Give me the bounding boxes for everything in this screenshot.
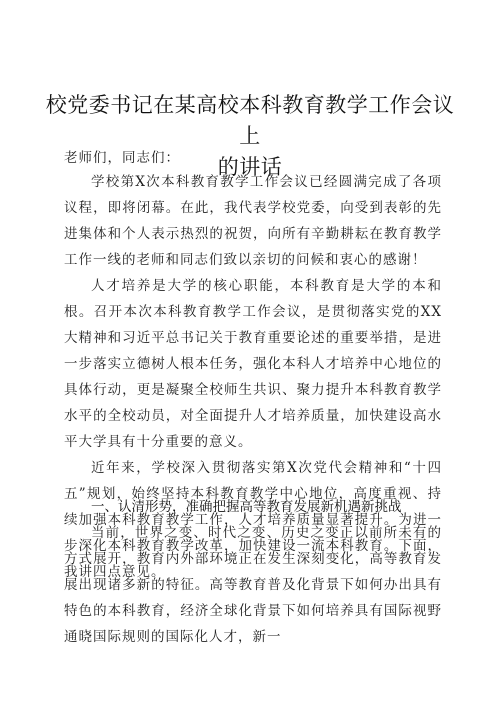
paragraph: 当前，世界之变、时代之变、历史之变正以前所未有的方式展开，教育内外部环境正在发生深刻变化，高等教育发展出现诸多新的特征。高等教育普及化背景下如何办出具有特色的本科教育，经济全球化背景下如何培养具有国际视野通晓国际规则的国际化人才，新一 xyxy=(64,525,442,645)
title-line-1: 校党委书记在某高校本科教育教学工作会议上 xyxy=(45,93,455,148)
paragraph: 学校第X次本科教育教学工作会议已经圆满完成了各项议程，即将闭幕。在此，我代表学校党委，向受到表彰的先进集体和个人表示热烈的祝贺，向所有辛勤耕耘在教育教学工作一线的老师和同志们致以亲切的问候和衷心的感谢！ xyxy=(64,174,442,268)
body-section-1 xyxy=(64,520,442,650)
greeting: 老师们，同志们： xyxy=(64,150,180,166)
paragraph: 近年来，学校深入贯彻落实第X次党代会精神和“十四五”规划，始终坚持本科教育教学中心地位，高度重视、持续加强本科教育教学工作，人才培养质量显著提升。为进一步深化本科教育教学改革，加快建设一流本科教育。下面，我讲四点意见。 xyxy=(64,460,442,580)
section-heading-1: 一、认清形势，准确把握高等教育发展新机遇新挑战 xyxy=(91,499,402,515)
title-line-2: 的讲话 xyxy=(217,155,283,179)
paragraph: 人才培养是大学的核心职能，本科教育是大学的本和根。召开本次本科教育教学工作会议，是贯彻落实党的XX大精神和习近平总书记关于教育重要论述的重要举措，是进一步落实立德树人根本任务，强化本科人才培养中心地位的具体行动，更是凝聚全校师生共识、聚力提升本科教育教学水平的全校动员，对全面提升人才培养质量，加快建设高水平大学具有十分重要的意义。 xyxy=(64,278,442,450)
